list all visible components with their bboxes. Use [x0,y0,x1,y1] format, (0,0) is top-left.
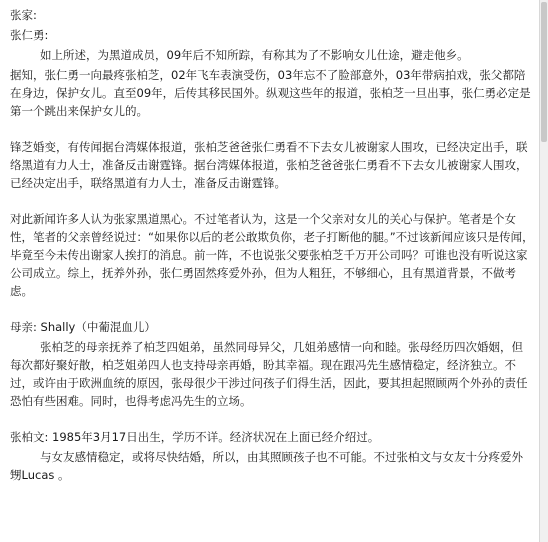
vertical-scrollbar[interactable] [539,0,548,542]
ren-yong-paragraph-1: 如上所述，为黑道成员，09年后不知所踪，有称其为了不影响女儿仕途，避走他乡。 [40,48,469,62]
family-heading: 张家: [10,8,37,22]
ren-yong-paragraph-4: 对此新闻许多人认为张家黑道黑心。不过笔者认为，这是一个父亲对女儿的关心与保护。笔者是个女性，笔者的父亲曾经说过：“如果你以后的老公敢欺负你，老子打断他的腿。”不过该新闻应该只是传闻，毕竟至今未传出谢家人挨打的消息。前一阵，不也说张父要张柏芝千万开公司吗？可谁也没有听说这家公司成立。综上，抚养外孙，张仁勇固然疼爱外孙，但为人粗狂，不够细心，且有黑道背景，不做考虑。 [10,212,534,298]
ren-yong-paragraph-3: 锋芝婚变，有传闻据台湾媒体报道，张柏芝爸爸张仁勇看不下去女儿被谢家人围攻，已经决定出手，联络黑道有力人士，准备反击谢霆锋。据台湾媒体报道，张柏芝爸爸张仁勇看不下去女儿被谢家人围攻，已经决定出手，联络黑道有力人士，准备反击谢霆锋。 [10,140,528,190]
scrollbar-thumb[interactable] [541,2,547,142]
mother-label: 母亲: Shally（中葡混血儿） [10,320,156,334]
ren-yong-paragraph-2: 据知，张仁勇一向最疼张柏芝，02年飞车表演受伤，03年忘不了脸部意外，03年带病拍戏，张父都陪在身边，保护女儿。直至09年，后传其移民国外。纵观这些年的报道，张柏芝一旦出事，张仁勇必定是第一个跳出来保护女儿的。 [10,68,531,118]
ren-yong-label: 张仁勇: [10,28,49,42]
mother-paragraph-1: 张柏芝的母亲抚养了柏芝四姐弟，虽然同母异父，几姐弟感情一向和睦。张母经历四次婚姻，但每次都好聚好散，柏芝姐弟四人也支持母亲再婚，盼其幸福。现在跟冯先生感情稳定，经济独立。不过，或许由于欧洲血统的原因，张母很少干涉过问孩子们得生活，因此，要其担起照顾两个外孙的责任恐怕有些困难。同时，也得考虑冯先生的立场。 [10,340,528,408]
bai-wen-paragraph-1: 与女友感情稳定，或将尽快结婚，所以，由其照顾孩子也不可能。不过张柏文与女友十分疼爱外甥Lucas 。 [10,450,523,482]
bai-wen-label: 张柏文: 1985年3月17日出生，学历不详。经济状况在上面已经介绍过。 [10,430,380,444]
